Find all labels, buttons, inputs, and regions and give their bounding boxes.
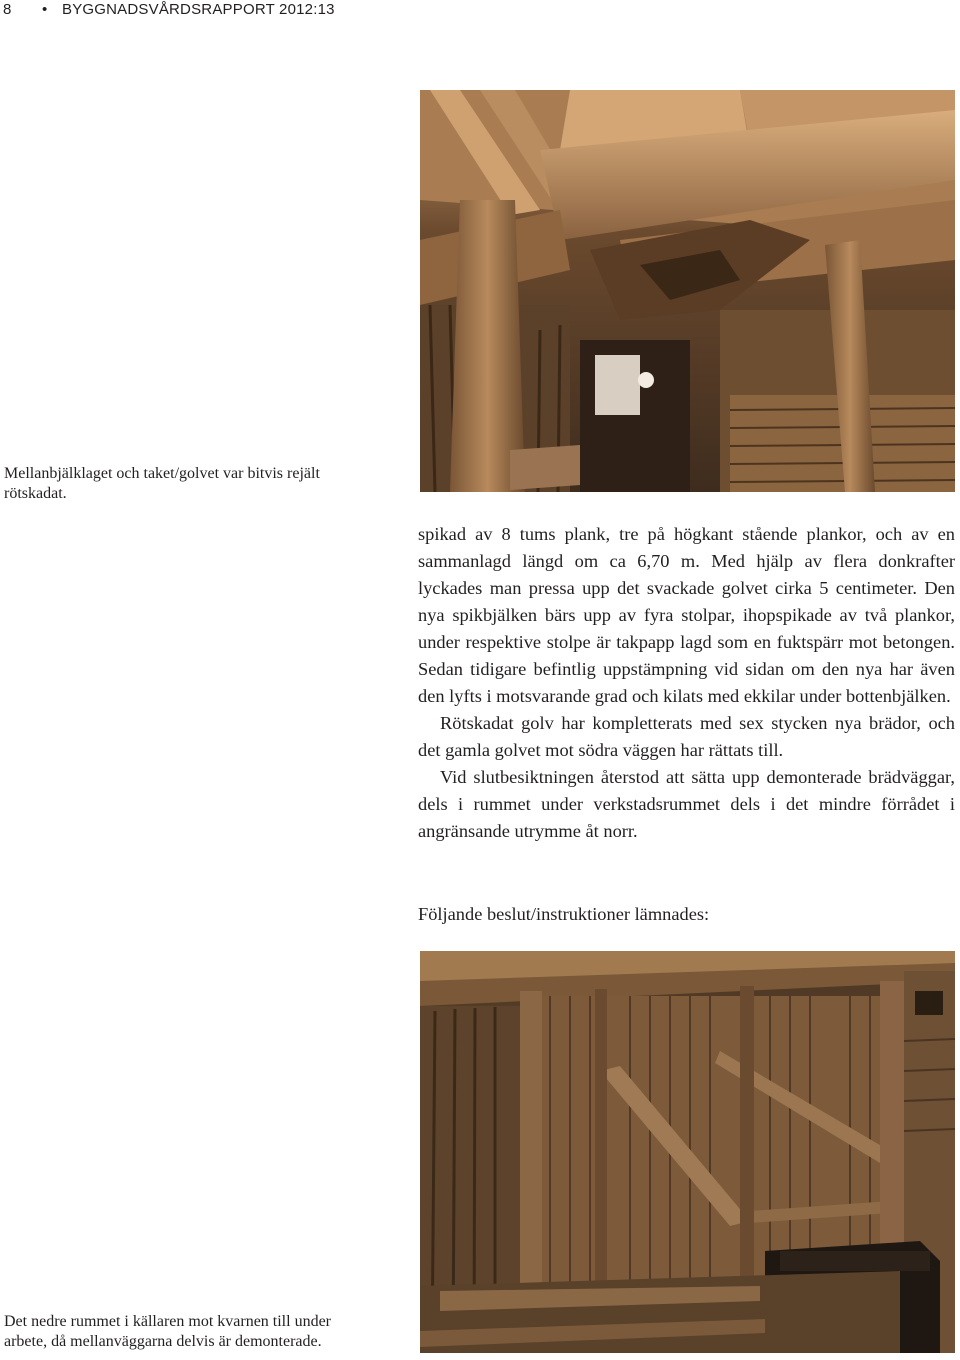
body-text [418,521,955,845]
page-number: 8 [3,1,12,18]
paragraph-1: spikad av 8 tums plank, tre på högkant stående plankor, och av en sammanlagd längd om ca 6,70 m. Med hjälp av flera donkrafter lyckades man pressa upp det svackade golvet cirka 5 centimeter. Den nya spikbjälken bärs upp av fyra stolpar, ihopspikade av två plankor, under respektive stolpe är takpapp lagd som en fuktspärr mot betongen. Sedan tidigare befintlig uppstämpning vid sidan om den nya har även den lyfts i motsvarande grad och kilats med ekkilar under bottenbjälken. [418,524,955,706]
caption-photo-1: Mellanbjälklaget och taket/golvet var bitvis rejält rötskadat. [4,465,320,502]
photo-lower-cellar-room [420,951,955,1353]
subheading: Följande beslut/instruktioner lämnades: [418,904,710,924]
photo-rotten-ceiling [420,90,955,492]
paragraph-3: Vid slutbesiktningen återstod att sätta upp demonterade brädväggar, dels i rummet under verkstadsrummet dels i det mindre förrådet i angränsande utrymme åt norr. [418,767,955,841]
caption-photo-2: Det nedre rummet i källaren mot kvarnen till under arbete, då mellanväggarna delvis är demonterade. [4,1313,331,1350]
report-title: BYGGNADSVÅRDSRAPPORT 2012:13 [62,1,335,18]
paragraph-2: Rötskadat golv har kompletterats med sex stycken nya brädor, och det gamla golvet mot södra väggen har rättats till. [418,713,955,760]
header-bullet: • [42,1,48,18]
